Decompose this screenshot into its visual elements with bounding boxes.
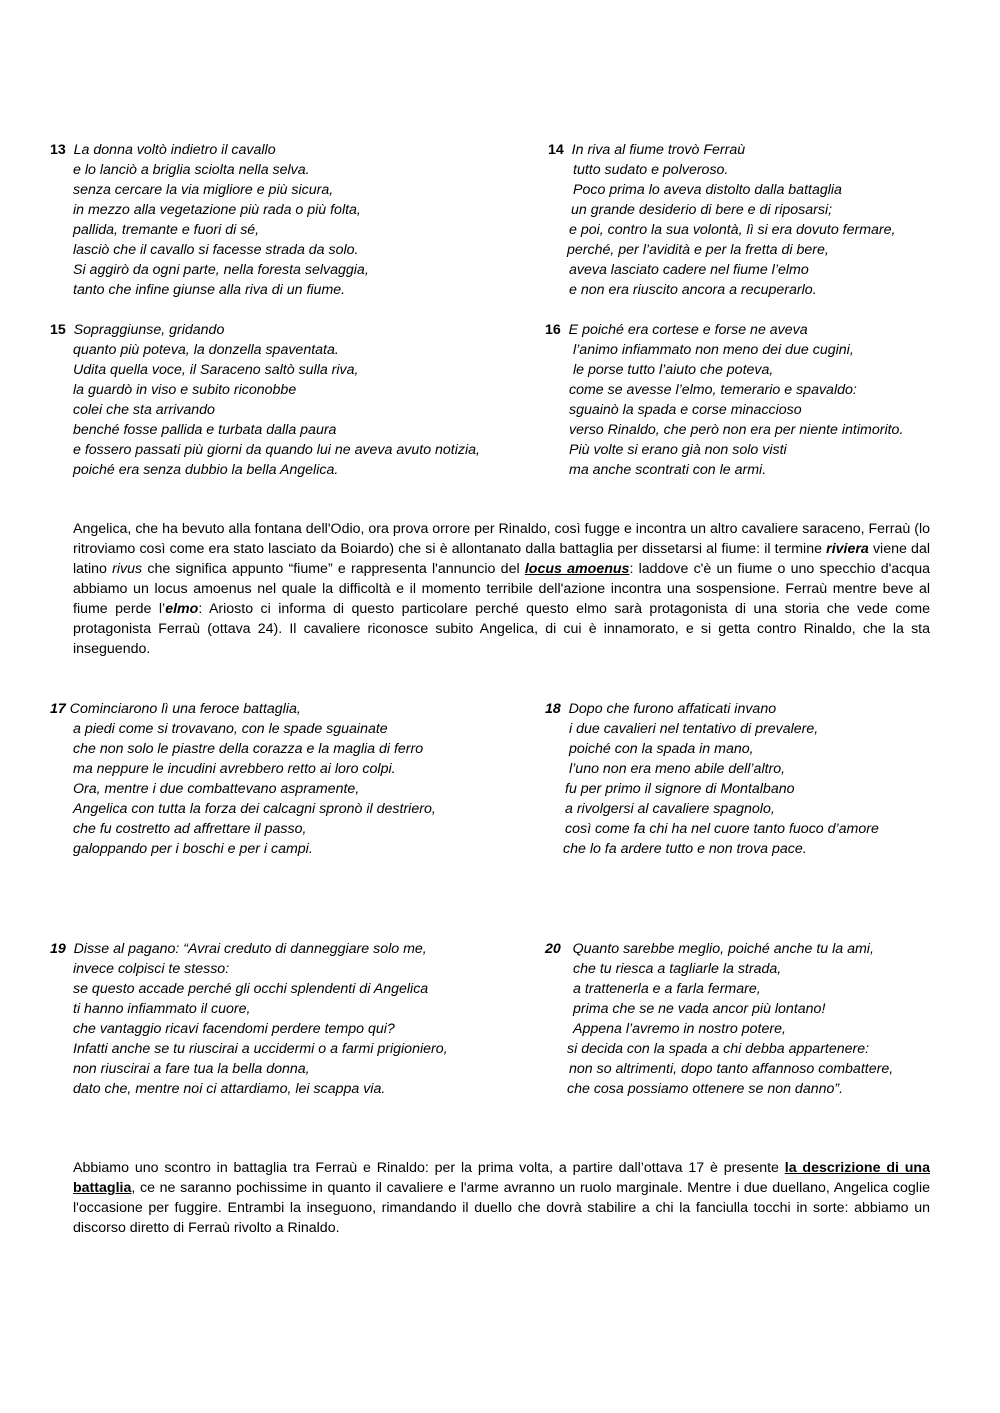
verse-line: galoppando per i boschi e per i campi. [73,841,313,857]
verse-line: benché fosse pallida e turbata dalla paura [73,422,337,438]
verse-line: e non era riuscito ancora a recuperarlo. [569,282,817,298]
stanza-16 [545,320,903,480]
verse-line: a piedi come si trovavano, con le spade sguainate [73,721,388,737]
verse-line: che vantaggio ricavi facendomi perdere tempo qui? [73,1021,395,1037]
keyword-rivus: rivus [112,561,143,577]
keyword-elmo: elmo [165,601,199,617]
stanza-number: 20 [545,941,561,957]
verse-line: a rivolgersi al cavaliere spagnolo, [565,801,775,817]
verse-line: poiché era senza dubbio la bella Angelica. [73,462,339,478]
stanza-number: 18 [545,701,561,717]
verse-line: ma anche scontrati con le armi. [569,462,767,478]
verse-line: fu per primo il signore di Montalbano [565,781,795,797]
verse-line: pallida, tremante e fuori di sé, [73,222,260,238]
verse-line: verso Rinaldo, che però non era per niente intimorito. [569,422,904,438]
verse-line: tanto che infine giunse alla riva di un fiume. [73,282,346,298]
verse-line: Ora, mentre i due combattevano aspramente, [73,781,360,797]
verse-line: i due cavalieri nel tentativo di prevalere, [569,721,819,737]
stanza-14 [548,140,896,300]
verse-line: così come fa chi ha nel cuore tanto fuoco d’amore [565,821,879,837]
verse-line: l’animo infiammato non meno dei due cugini, [573,342,854,358]
verse-line: che non solo le piastre della corazza e la maglia di ferro [73,741,424,757]
verse-line: la guardò in viso e subito riconobbe [73,382,297,398]
verse-line: se questo accade perché gli occhi splendenti di Angelica [73,981,429,997]
verse-line: 14 In riva al fiume trovò Ferraù [548,142,746,158]
verse-line: Udita quella voce, il Saraceno saltò sulla riva, [73,362,359,378]
verse-line: 19 Disse al pagano: “Avrai creduto di danneggiare solo me, [50,941,427,957]
verse-line: ma neppure le incudini avrebbero retto ai loro colpi. [73,761,396,777]
verse-line: che lo fa ardere tutto e non trova pace. [563,841,807,857]
verse-line: Poco prima lo aveva distolto dalla battaglia [573,182,842,198]
verse-line: che fu costretto ad affrettare il passo, [73,821,307,837]
stanza-number: 15 [50,322,66,338]
stanza-15 [50,320,480,480]
verse-line: 16 E poiché era cortese e forse ne aveva [545,322,808,338]
verse-line: e poi, contro la sua volontà, lì si era dovuto fermare, [569,222,896,238]
verse-line: ti hanno infiammato il cuore, [73,1001,251,1017]
stanza-13 [50,140,369,300]
verse-line: Più volte si erano già non solo visti [569,442,787,458]
verse-line: perché, per l’avidità e per la fretta di bere, [567,242,829,258]
verse-line: le porse tutto l’aiuto che poteva, [573,362,774,378]
verse-line: invece colpisci te stesso: [73,961,230,977]
keyword-riviera: riviera [826,541,869,557]
verse-line: Angelica con tutta la forza dei calcagni spronò il destriero, [73,801,436,817]
verse-line: si decida con la spada a chi debba appartenere: [567,1041,870,1057]
verse-line: colei che sta arrivando [73,402,215,418]
stanza-number: 17 [50,701,66,717]
verse-line: aveva lasciato cadere nel fiume l’elmo [569,262,809,278]
verse-line: non riuscirai a fare tua la bella donna, [73,1061,310,1077]
verse-line: come se avesse l’elmo, temerario e spavaldo: [569,382,857,398]
stanza-number: 16 [545,322,561,338]
verse-line: 13 La donna voltò indietro il cavallo [50,142,276,158]
verse-line: in mezzo alla vegetazione più rada o più folta, [73,202,361,218]
verse-line: poiché con la spada in mano, [569,741,754,757]
stanza-number: 19 [50,941,66,957]
keyword-descrizione-battaglia: la descrizione di una battaglia [73,1160,930,1196]
verse-line: lasciò che il cavallo si facesse strada da solo. [73,242,359,258]
verse-line: un grande desiderio di bere e di riposarsi; [571,202,833,218]
verse-line: a trattenerla e a farla fermare, [573,981,761,997]
stanza-20 [545,939,893,1099]
verse-line: che tu riesca a tagliarle la strada, [573,961,782,977]
stanza-17 [50,699,436,859]
verse-line: Infatti anche se tu riuscirai a uccidermi o a farmi prigioniero, [73,1041,448,1057]
verse-line: 18 Dopo che furono affaticati invano [545,701,777,717]
stanza-18 [545,699,879,859]
verse-line: quanto più poteva, la donzella spaventata. [73,342,339,358]
verse-line: Si aggirò da ogni parte, nella foresta selvaggia, [73,262,369,278]
verse-line: Appena l’avremo in nostro potere, [573,1021,786,1037]
verse-line: 15 Sopraggiunse, gridando [50,322,225,338]
verse-line: non so altrimenti, dopo tanto affannoso combattere, [569,1061,894,1077]
verse-line: sguainò la spada e corse minaccioso [569,402,802,418]
verse-line: dato che, mentre noi ci attardiamo, lei scappa via. [73,1081,386,1097]
commentary-paragraph-2: Abbiamo uno scontro in battaglia tra Ferraù e Rinaldo: per la prima volta, a partire dall’ottava 17 è presente la descrizione di una battaglia, ce ne saranno pochissime in quanto il cavaliere e l'arme avranno un ruolo marginale. Mentre i due duellano, Angelica coglie l'occasione per fuggire. Entrambi la inseguono, rimandando il duello che dovrà stabilire a chi la fanciulla tocchi in sorte: abbiamo un discorso diretto di Ferraù rivolto a Rinaldo. [73,1160,930,1236]
verse-line: senza cercare la via migliore e più sicura, [73,182,334,198]
keyword-locus-amoenus: locus amoenus [524,561,630,577]
commentary-paragraph-1: Angelica, che ha bevuto alla fontana dell'Odio, ora prova orrore per Rinaldo, così fugge e incontra un altro cavaliere saraceno, Ferraù (lo ritroviamo così come era stato lasciato da Boiardo) che si è allontanato dalla battaglia per dissetarsi al fiume: il termine riviera viene dal latino rivus che significa appunto “fiume” e rappresenta l'annuncio del locus amoenus: laddove c'è un fiume o uno specchio d'acqua abbiamo un locus amoenus nel quale la difficoltà e il momento terribile dell'azione incontra una sospensione. Ferraù mentre beve al fiume perde l’elmo: Ariosto ci informa di questo particolare perché questo elmo sarà protagonista di una storia che vede come protagonista Ferraù (ottava 24). Il cavaliere riconosce subito Angelica, di cui è innamorato, e si getta contro Rinaldo, che la sta inseguendo. [73,521,930,657]
stanza-number: 13 [50,142,66,158]
verse-line: prima che se ne vada ancor più lontano! [573,1001,826,1017]
verse-line: e fossero passati più giorni da quando lui ne aveva avuto notizia, [73,442,480,458]
verse-line: 20 Quanto sarebbe meglio, poiché anche tu la ami, [545,941,874,957]
verse-line: che cosa possiamo ottenere se non danno”. [567,1081,844,1097]
verse-line: e lo lanciò a briglia sciolta nella selva. [73,162,310,178]
verse-line: 17 Cominciarono lì una feroce battaglia, [50,701,301,717]
stanza-number: 14 [548,142,564,158]
verse-line: tutto sudato e polveroso. [573,162,729,178]
stanza-19 [50,939,448,1099]
verse-line: l’uno non era meno abile dell’altro, [569,761,786,777]
